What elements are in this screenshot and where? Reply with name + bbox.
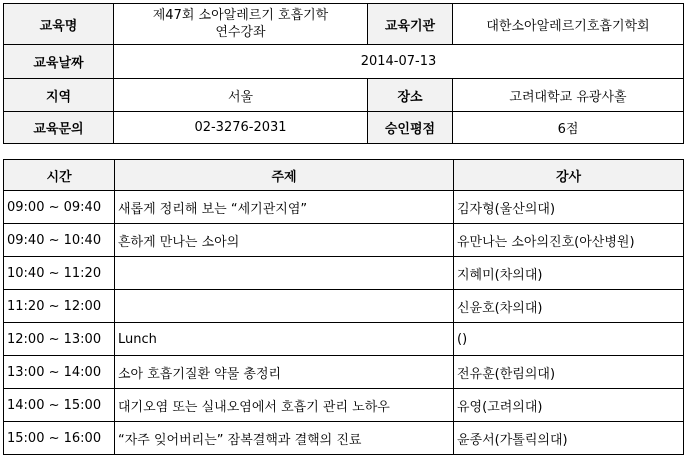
contact-value: 02-3276-2031 <box>114 112 368 144</box>
session-topic: 소아 호흡기질환 약물 총정리 <box>115 356 454 389</box>
session-topic: 새롭게 정리해 보는 “세기관지염” <box>115 191 454 224</box>
org-label: 교육기관 <box>368 4 453 45</box>
session-lecturer: 신윤호(차의대) <box>454 290 684 323</box>
table-row <box>4 257 684 290</box>
org-value: 대한소아알레르기호흡기학회 <box>453 4 684 45</box>
session-time: 09:00 ~ 09:40 <box>4 191 115 224</box>
table-row <box>4 191 684 224</box>
edu-name-line1: 제47회 소아알레르기 호흡기학 <box>152 8 329 23</box>
session-lecturer: 전유훈(한림의대) <box>454 356 684 389</box>
info-row-date <box>4 45 684 79</box>
table-row <box>4 290 684 323</box>
score-label: 승인평점 <box>368 112 453 144</box>
session-topic <box>115 290 454 323</box>
table-row <box>4 323 684 356</box>
session-topic: “자주 잊어버리는” 잠복결핵과 결핵의 진료 <box>115 422 454 455</box>
session-lecturer: 유만나는 소아의진호(아산병원) <box>454 224 684 257</box>
score-value: 6점 <box>453 112 684 144</box>
info-row-contact <box>4 112 684 144</box>
session-time: 15:00 ~ 16:00 <box>4 422 115 455</box>
place-label: 장소 <box>368 79 453 112</box>
session-lecturer: 지혜미(차의대) <box>454 257 684 290</box>
schedule-table <box>3 159 684 455</box>
session-lecturer: 김자형(울산의대) <box>454 191 684 224</box>
edu-name-value <box>114 4 368 45</box>
region-label: 지역 <box>4 79 114 112</box>
session-lecturer: 윤종서(가톨릭의대) <box>454 422 684 455</box>
session-time: 09:40 ~ 10:40 <box>4 224 115 257</box>
table-row <box>4 389 684 422</box>
session-time: 14:00 ~ 15:00 <box>4 389 115 422</box>
course-info-table <box>3 3 684 144</box>
header-topic: 주제 <box>115 160 454 191</box>
table-row <box>4 356 684 389</box>
table-row <box>4 422 684 455</box>
region-value: 서울 <box>114 79 368 112</box>
session-topic: Lunch <box>115 323 454 356</box>
session-topic: 흔하게 만나는 소아의 <box>115 224 454 257</box>
place-value: 고려대학교 유광사홀 <box>453 79 684 112</box>
edu-name-label: 교육명 <box>4 4 114 45</box>
session-time: 13:00 ~ 14:00 <box>4 356 115 389</box>
header-lecturer: 강사 <box>454 160 684 191</box>
session-time: 12:00 ~ 13:00 <box>4 323 115 356</box>
session-topic: 대기오염 또는 실내오염에서 호흡기 관리 노하우 <box>115 389 454 422</box>
date-label: 교육날짜 <box>4 45 114 79</box>
session-lecturer: 유영(고려의대) <box>454 389 684 422</box>
table-row <box>4 224 684 257</box>
edu-name-line2: 연수강좌 <box>215 25 266 40</box>
contact-label: 교육문의 <box>4 112 114 144</box>
session-lecturer: () <box>454 323 684 356</box>
schedule-header-row <box>4 160 684 191</box>
header-time: 시간 <box>4 160 115 191</box>
info-row-place <box>4 79 684 112</box>
session-time: 10:40 ~ 11:20 <box>4 257 115 290</box>
session-topic <box>115 257 454 290</box>
date-value: 2014-07-13 <box>114 45 684 79</box>
info-row-name <box>4 4 684 45</box>
session-time: 11:20 ~ 12:00 <box>4 290 115 323</box>
